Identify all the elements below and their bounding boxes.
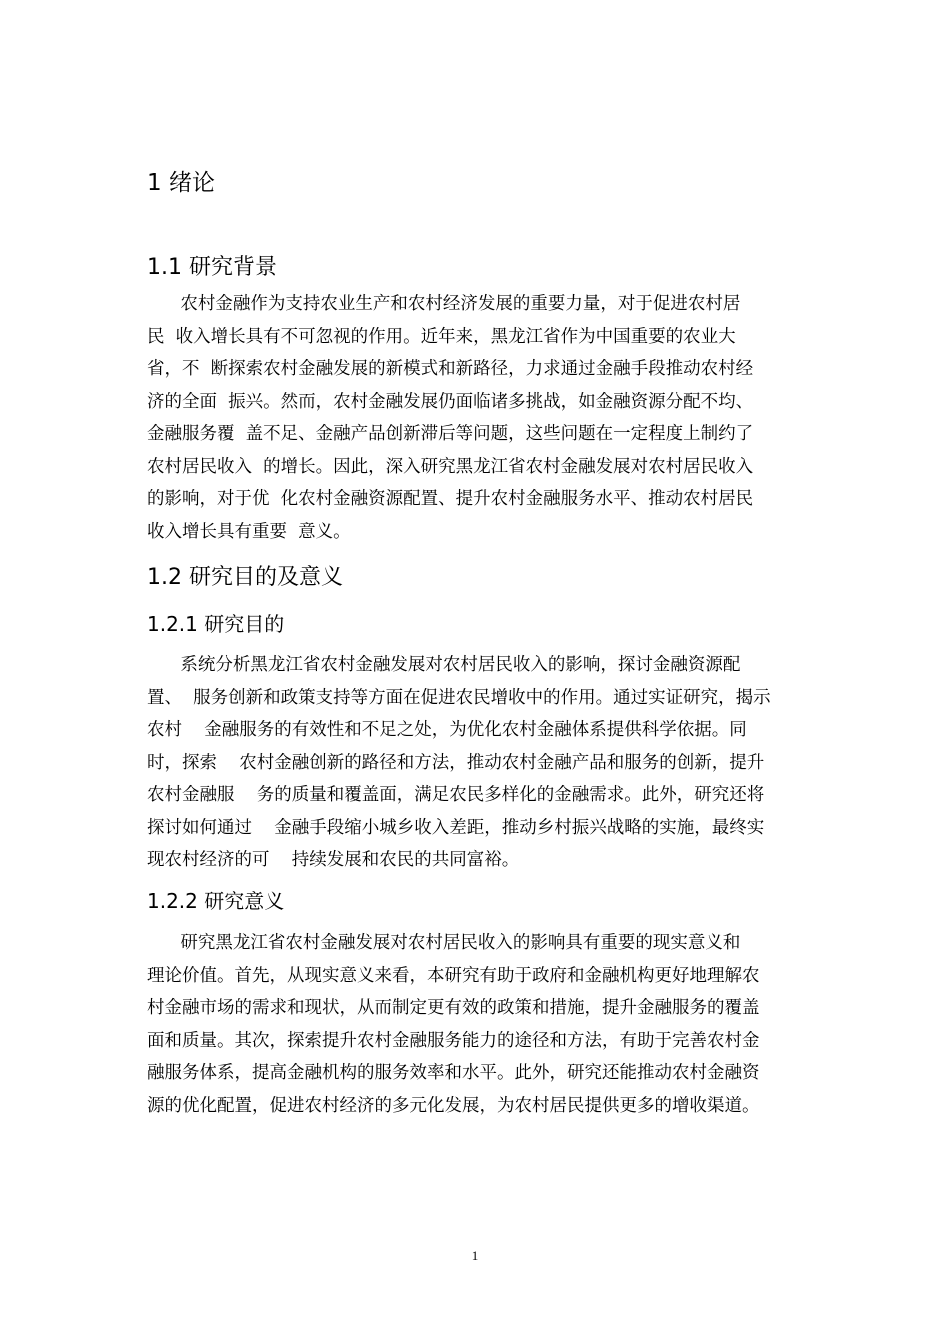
section-1-2-heading: 1.2 研究目的及意义 <box>147 565 343 590</box>
section-1-2-2-heading: 1.2.2 研究意义 <box>147 889 285 913</box>
section-1-2-1-paragraph <box>147 649 771 877</box>
chapter-heading: 1 绪论 <box>147 170 215 196</box>
paragraph-line: 探讨如何通过 金融手段缩小城乡收入差距，推动乡村振兴战略的实施，最终实 <box>147 817 765 838</box>
paragraph-line: 村金融市场的需求和现状，从而制定更有效的政策和措施，提升金融服务的覆盖 <box>147 998 760 1018</box>
section-1-1-paragraph <box>147 288 753 548</box>
paragraph-line: 农村 金融服务的有效性和不足之处，为优化农村金融体系提供科学依据。同 <box>147 720 747 740</box>
paragraph-line: 源的优化配置，促进农村经济的多元化发展，为农村居民提供更多的增收渠道。 <box>147 1095 760 1116</box>
section-1-1-heading: 1.1 研究背景 <box>147 255 277 280</box>
paragraph-line: 系统分析黑龙江省农村金融发展对农村居民收入的影响，探讨金融资源配 <box>147 655 741 675</box>
page-number: 1 <box>471 1248 479 1263</box>
paragraph-line: 金融服务覆 盖不足、金融产品创新滞后等问题，这些问题在一定程度上制约了 <box>147 424 754 444</box>
paragraph-line: 研究黑龙江省农村金融发展对农村居民收入的影响具有重要的现实意义和 <box>147 933 741 953</box>
paragraph-line: 农村居民收入 的增长。因此，深入研究黑龙江省农村金融发展对农村居民收入 <box>147 456 754 477</box>
paragraph-line: 民 收入增长具有不可忽视的作用。近年来，黑龙江省作为中国重要的农业大 <box>147 326 736 347</box>
paragraph-line: 现农村经济的可 持续发展和农民的共同富裕。 <box>147 850 520 870</box>
section-1-2-2-paragraph <box>147 927 760 1122</box>
paragraph-line: 置、 服务创新和政策支持等方面在促进农民增收中的作用。通过实证研究，揭示 <box>147 687 771 708</box>
paragraph-line: 收入增长具有重要 意义。 <box>147 521 351 542</box>
paragraph-line: 的影响，对于优 化农村金融资源配置、提升农村金融服务水平、推动农村居民 <box>147 489 754 509</box>
paragraph-line: 时，探索 农村金融创新的路径和方法，推动农村金融产品和服务的创新，提升 <box>147 752 765 773</box>
section-1-2-1-heading: 1.2.1 研究目的 <box>147 612 285 636</box>
paragraph-line: 理论价值。首先，从现实意义来看，本研究有助于政府和金融机构更好地理解农 <box>147 965 760 986</box>
paragraph-line: 济的全面 振兴。然而，农村金融发展仍面临诸多挑战，如金融资源分配不均、 <box>147 391 754 412</box>
paragraph-line: 面和质量。其次，探索提升农村金融服务能力的途径和方法，有助于完善农村金 <box>147 1030 760 1051</box>
paragraph-line: 农村金融服 务的质量和覆盖面，满足农民多样化的金融需求。此外，研究还将 <box>147 785 765 805</box>
paragraph-line: 农村金融作为支持农业生产和农村经济发展的重要力量，对于促进农村居 <box>147 294 741 314</box>
paragraph-line: 省，不 断探索农村金融发展的新模式和新路径，力求通过金融手段推动农村经 <box>147 359 754 379</box>
paragraph-line: 融服务体系，提高金融机构的服务效率和水平。此外，研究还能推动农村金融资 <box>147 1063 760 1083</box>
